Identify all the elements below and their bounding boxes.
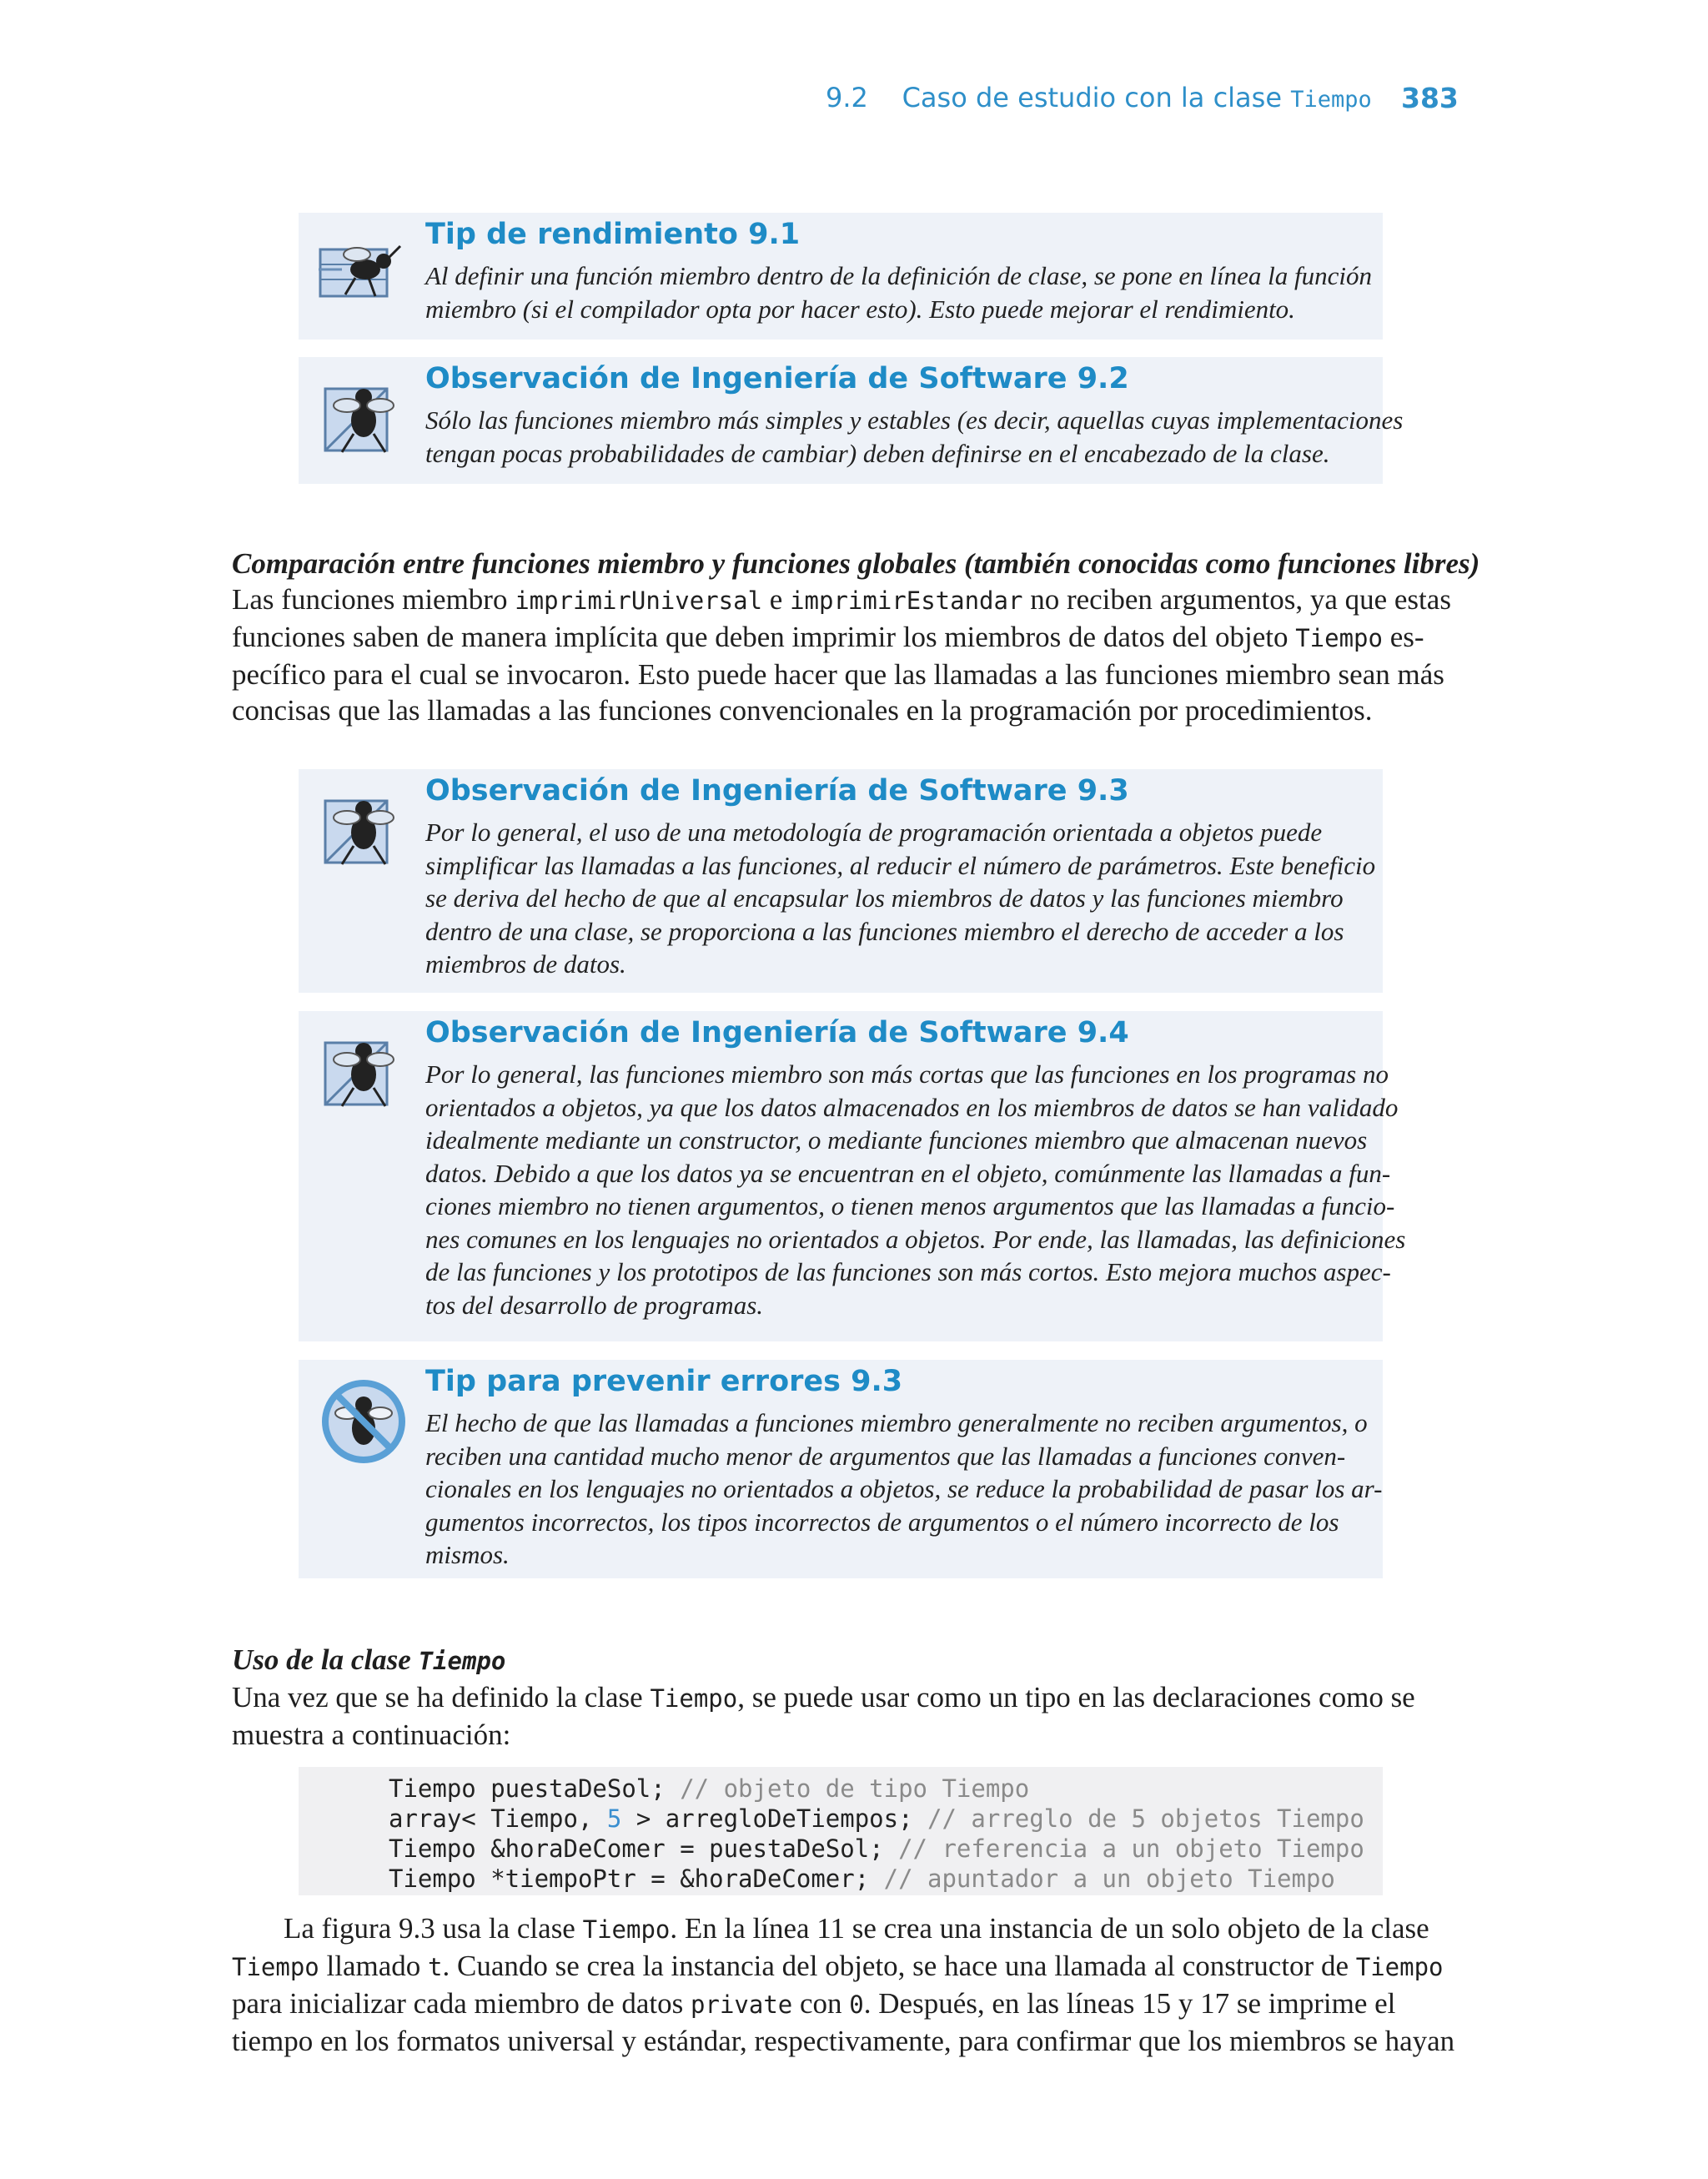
tip-line: dentro de una clase, se proporciona a las funciones miembro el derecho de acceder a los bbox=[425, 916, 1344, 946]
tip-line: ciones miembro no tienen argumentos, o tienen menos argumentos que las llamadas a funcio- bbox=[425, 1191, 1395, 1220]
tip-line: idealmente mediante un constructor, o mediante funciones miembro que almacenan nuevos bbox=[425, 1125, 1368, 1155]
tip-body bbox=[425, 259, 1645, 325]
performance-tip-box bbox=[299, 213, 1383, 340]
section-number: 9.2 bbox=[826, 82, 868, 113]
tip-title: Observación de Ingeniería de Software 9.3 bbox=[425, 774, 1129, 808]
final-paragraph bbox=[232, 1910, 1453, 2059]
tip-line: orientados a objetos, ya que los datos almacenados en los miembros de datos se han validado bbox=[425, 1092, 1399, 1122]
tip-line: miembro (si el compilador opta por hacer esto). Esto puede mejorar el rendimiento. bbox=[425, 294, 1295, 324]
tip-line: miembros de datos. bbox=[425, 949, 626, 979]
section-heading: Uso de la clase Tiempo bbox=[232, 1643, 506, 1676]
paragraph-line: concisas que las llamadas a las funciones convencionales en la programación por procedimientos. bbox=[232, 694, 1373, 727]
tip-line: datos. Debido a que los datos ya se encuentran en el objeto, comúnmente las llamadas a fun- bbox=[425, 1158, 1391, 1188]
tip-line: se deriva del hecho de que al encapsular los miembros de datos y las funciones miembro bbox=[425, 883, 1344, 913]
tip-line: gumentos incorrectos, los tipos incorrectos de argumentos o el número incorrecto de los bbox=[425, 1507, 1339, 1537]
paragraph-line: funciones saben de manera implícita que deben imprimir los miembros de datos del objeto Tiempo es- bbox=[232, 621, 1424, 653]
no-bug-icon bbox=[317, 1371, 410, 1465]
section-title: Caso de estudio con la clase bbox=[902, 82, 1283, 113]
tip-line: de las funciones y los prototipos de las funciones son más cortos. Esto mejora muchos aspec- bbox=[425, 1257, 1391, 1286]
tip-line: cionales en los lenguajes no orientados a objetos, se reduce la probabilidad de pasar los ar- bbox=[425, 1474, 1383, 1503]
paragraph-line: para inicializar cada miembro de datos private con 0. Después, en las líneas 15 y 17 se imprime el bbox=[232, 1987, 1396, 2020]
running-header bbox=[826, 82, 1372, 113]
tip-body bbox=[425, 404, 1645, 470]
code-line: Tiempo &horaDeComer = puestaDeSol; // referencia a un objeto Tiempo bbox=[389, 1834, 1364, 1863]
paragraph-line: pecífico para el cual se invocaron. Esto puede hacer que las llamadas a las funciones miembro sean más bbox=[232, 658, 1444, 691]
software-observation-box bbox=[299, 357, 1404, 484]
tip-body bbox=[425, 1407, 1645, 1572]
engineering-bug-icon bbox=[317, 369, 410, 462]
page-number: 383 bbox=[1401, 82, 1459, 114]
tip-body bbox=[425, 1058, 1645, 1321]
tip-line: Por lo general, las funciones miembro son más cortas que las funciones en los programas no bbox=[425, 1059, 1389, 1089]
code-line: Tiempo puestaDeSol; // objeto de tipo Tiempo bbox=[389, 1774, 1030, 1803]
paragraph-line: muestra a continuación: bbox=[232, 1719, 511, 1751]
engineering-bug-icon bbox=[317, 1023, 410, 1116]
tip-line: tos del desarrollo de programas. bbox=[425, 1290, 764, 1320]
error-prevention-tip-box bbox=[299, 1360, 1383, 1578]
speed-bug-icon bbox=[317, 224, 410, 318]
paragraph-line: La figura 9.3 usa la clase Tiempo. En la línea 11 se crea una instancia de un solo objeto de la clase bbox=[284, 1912, 1429, 1945]
tip-title: Observación de Ingeniería de Software 9.4 bbox=[425, 1016, 1129, 1049]
tip-body bbox=[425, 816, 1645, 981]
section-title-code: Tiempo bbox=[1290, 87, 1372, 113]
paragraph-line: Tiempo llamado t. Cuando se crea la instancia del objeto, se hace una llamada al constructor de Tiempo bbox=[232, 1950, 1444, 1982]
section-heading: Comparación entre funciones miembro y funciones globales (también conocidas como funciones libres) bbox=[232, 547, 1480, 580]
tip-line: El hecho de que las llamadas a funciones miembro generalmente no reciben argumentos, o bbox=[425, 1408, 1368, 1437]
paragraph-line: Las funciones miembro imprimirUniversal e imprimirEstandar no reciben argumentos, ya que estas bbox=[232, 583, 1451, 616]
tip-line: reciben una cantidad mucho menor de argumentos que las llamadas a funciones conven- bbox=[425, 1441, 1346, 1471]
comparison-section bbox=[232, 546, 1480, 728]
tip-line: Por lo general, el uso de una metodología de programación orientada a objetos puede bbox=[425, 818, 1323, 847]
tip-title: Tip de rendimiento 9.1 bbox=[425, 218, 801, 251]
code-line: array< Tiempo, 5 > arregloDeTiempos; // arreglo de 5 objetos Tiempo bbox=[389, 1804, 1364, 1833]
tip-line: Al definir una función miembro dentro de la definición de clase, se pone en línea la función bbox=[425, 261, 1373, 290]
use-section bbox=[232, 1642, 1453, 1753]
tip-line: Sólo las funciones miembro más simples y estables (es decir, aquellas cuyas implementaciones bbox=[425, 405, 1404, 435]
tip-line: mismos. bbox=[425, 1540, 510, 1569]
tip-title: Tip para prevenir errores 9.3 bbox=[425, 1365, 903, 1398]
paragraph-line: Una vez que se ha definido la clase Tiempo, se puede usar como un tipo en las declaraciones como se bbox=[232, 1681, 1415, 1714]
tip-line: tengan pocas probabilidades de cambiar) deben definirse en el encabezado de la clase. bbox=[425, 438, 1330, 468]
engineering-bug-icon bbox=[317, 781, 410, 874]
code-line: Tiempo *tiempoPtr = &horaDeComer; // apuntador a un objeto Tiempo bbox=[389, 1864, 1335, 1893]
tip-title: Observación de Ingeniería de Software 9.2 bbox=[425, 362, 1129, 395]
software-observation-box bbox=[299, 769, 1383, 993]
code-block bbox=[299, 1767, 1383, 1895]
code-listing bbox=[389, 1774, 1364, 1894]
software-observation-box bbox=[299, 1011, 1406, 1341]
paragraph-line: tiempo en los formatos universal y estándar, respectivamente, para confirmar que los miembros se hayan bbox=[232, 2025, 1455, 2057]
tip-line: simplificar las llamadas a las funciones, al reducir el número de parámetros. Este beneficio bbox=[425, 850, 1376, 880]
tip-line: nes comunes en los lenguajes no orientados a objetos. Por ende, las llamadas, las definiciones bbox=[425, 1224, 1406, 1254]
